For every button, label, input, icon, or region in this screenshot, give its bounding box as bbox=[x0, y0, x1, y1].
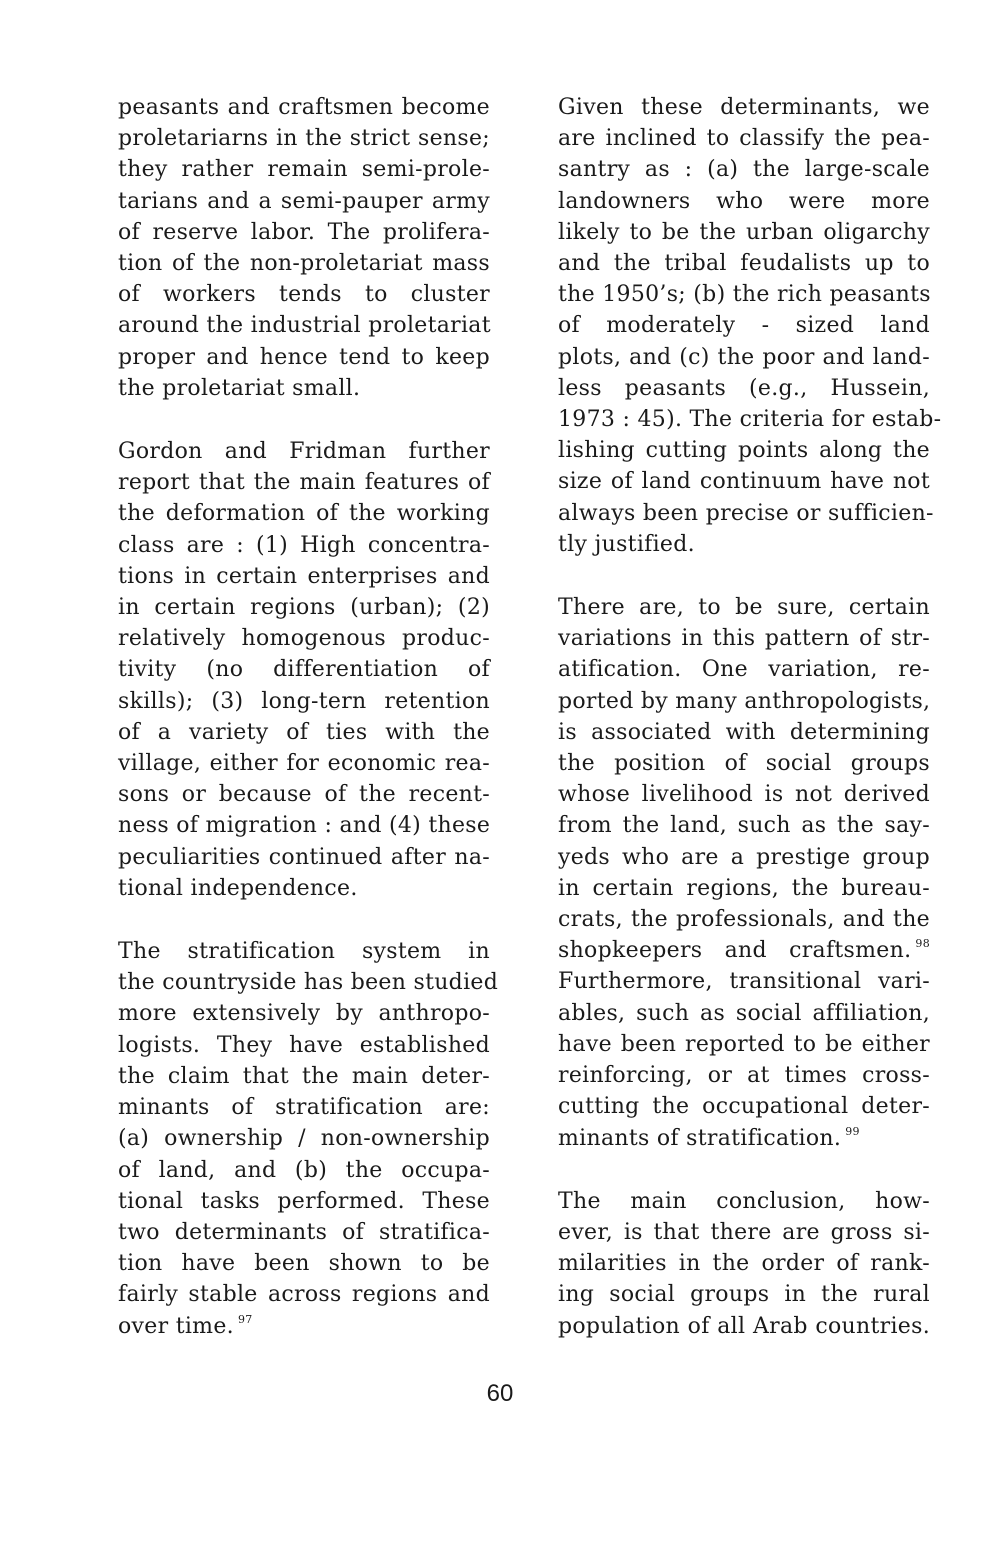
text-line: tly justified. bbox=[558, 531, 695, 557]
text-line: Furthermore, transitional vari- bbox=[558, 969, 930, 995]
text-line: class are : (1) High concentra- bbox=[118, 532, 490, 558]
page-number: 60 bbox=[486, 1380, 514, 1407]
text-line: in certain regions (urban); (2) bbox=[118, 595, 490, 621]
text-line: is associated with determining bbox=[558, 719, 930, 745]
text-fragment: over time. bbox=[118, 1313, 234, 1339]
text-line: peculiarities continued after na- bbox=[118, 844, 490, 870]
text-line: skills); (3) long-tern retention bbox=[118, 688, 490, 714]
text-line: milarities in the order of rank- bbox=[558, 1251, 930, 1277]
left-column bbox=[118, 92, 499, 1374]
paragraph-main-conclusion bbox=[558, 1186, 930, 1342]
text-line bbox=[558, 935, 930, 966]
text-line: around the industrial proletariat bbox=[118, 313, 491, 339]
text-line: from the land, such as the say- bbox=[558, 813, 930, 839]
text-line: The stratification system in bbox=[118, 939, 490, 965]
text-line: the proletariat small. bbox=[118, 375, 361, 401]
text-line: ness of migration : and (4) these bbox=[118, 813, 491, 839]
footnote-marker: 99 bbox=[845, 1124, 860, 1138]
text-line: and the tribal feudalists up to bbox=[558, 251, 930, 277]
text-line: minants of stratification are: bbox=[118, 1095, 490, 1121]
text-line: in certain regions, the bureau- bbox=[558, 875, 930, 901]
text-line: of land, and (b) the occupa- bbox=[118, 1157, 490, 1183]
text-line: There are, to be sure, certain bbox=[558, 595, 930, 621]
text-line: landowners who were more bbox=[558, 188, 930, 214]
text-fragment: shopkeepers and craftsmen. bbox=[558, 938, 912, 964]
text-line: cutting the occupational deter- bbox=[558, 1094, 930, 1120]
text-line: ported by many anthropologists, bbox=[558, 688, 931, 714]
text-line: plots, and (c) the poor and land- bbox=[558, 344, 930, 370]
text-line: the position of social groups bbox=[558, 751, 930, 777]
text-line: ing social groups in the rural bbox=[558, 1282, 930, 1308]
text-line bbox=[558, 1123, 930, 1154]
text-line: sons or because of the recent- bbox=[118, 782, 490, 808]
text-line: atification. One variation, re- bbox=[558, 657, 930, 683]
text-line: have been reported to be either bbox=[558, 1031, 930, 1057]
text-line: relatively homogenous produc- bbox=[118, 626, 490, 652]
text-line: tional tasks performed. These bbox=[118, 1188, 490, 1214]
text-line: Gordon and Fridman further bbox=[118, 439, 490, 465]
text-line: of reserve labor. The prolifera- bbox=[118, 219, 490, 245]
text-line: The main conclusion, how- bbox=[558, 1188, 930, 1214]
text-line: two determinants of stratifica- bbox=[118, 1219, 490, 1245]
text-line: report that the main features of bbox=[118, 470, 490, 496]
text-line: the claim that the main deter- bbox=[118, 1063, 490, 1089]
text-line: likely to be the urban oligarchy bbox=[558, 219, 930, 245]
text-line: logists. They have established bbox=[118, 1032, 490, 1058]
paragraph-gordon-fridman bbox=[118, 436, 490, 904]
text-line: lishing cutting points along the bbox=[558, 438, 930, 464]
text-line: proletariarns in the strict sense; bbox=[118, 126, 490, 152]
text-line: tion of the non-proletariat mass bbox=[118, 251, 490, 277]
text-line: tion have been shown to be bbox=[118, 1251, 490, 1277]
text-line: variations in this pattern of str- bbox=[558, 626, 930, 652]
text-line: the countryside has been studied bbox=[118, 970, 499, 996]
text-line: are inclined to classify the pea- bbox=[558, 126, 930, 152]
text-line: ables, such as social affiliation, bbox=[558, 1000, 930, 1026]
text-line: population of all Arab countries. bbox=[558, 1313, 930, 1339]
text-line: village, either for economic rea- bbox=[118, 751, 490, 777]
footnote-marker: 98 bbox=[915, 937, 930, 951]
footnote-marker: 97 bbox=[237, 1312, 253, 1326]
text-line: fairly stable across regions and bbox=[118, 1282, 490, 1308]
text-line: the 1950’s; (b) the rich peasants bbox=[558, 282, 931, 308]
text-line: size of land continuum have not bbox=[558, 469, 930, 495]
text-line: whose livelihood is not derived bbox=[558, 782, 930, 808]
text-line: Given these determinants, we bbox=[558, 95, 930, 120]
text-line bbox=[118, 1311, 490, 1342]
text-line: ever, is that there are gross si- bbox=[558, 1219, 930, 1245]
text-line: of moderately - sized land bbox=[558, 313, 930, 339]
text-line: tions in certain enterprises and bbox=[118, 563, 490, 589]
text-line: they rather remain semi-prole- bbox=[118, 157, 490, 183]
paragraph-stratification-system bbox=[118, 936, 499, 1342]
text-line: peasants and craftsmen become bbox=[118, 95, 490, 120]
text-line: tarians and a semi-pauper army bbox=[118, 188, 490, 214]
text-line: reinforcing, or at times cross- bbox=[558, 1063, 930, 1089]
text-line: santry as : (a) the large-scale bbox=[558, 157, 930, 183]
text-line: the deformation of the working bbox=[118, 501, 490, 527]
paragraph-variations bbox=[558, 592, 930, 1154]
paragraph-peasantry-classification bbox=[558, 92, 942, 560]
text-line: tional independence. bbox=[118, 875, 358, 901]
text-line: 1973 : 45). The criteria for estab- bbox=[558, 407, 942, 433]
text-line: more extensively by anthropo- bbox=[118, 1001, 490, 1027]
text-line: yeds who are a prestige group bbox=[558, 844, 930, 870]
text-line: (a) ownership / non-ownership bbox=[118, 1126, 490, 1152]
text-line: less peasants (e.g., Hussein, bbox=[558, 375, 930, 401]
text-line: of workers tends to cluster bbox=[118, 282, 490, 308]
text-line: proper and hence tend to keep bbox=[118, 344, 490, 370]
text-line: crats, the professionals, and the bbox=[558, 907, 930, 933]
text-line: of a variety of ties with the bbox=[118, 719, 490, 745]
text-line: always been precise or sufficien- bbox=[558, 500, 934, 526]
text-line: tivity (no differentiation of bbox=[118, 657, 490, 683]
text-fragment: minants of stratification. bbox=[558, 1125, 842, 1151]
paragraph-proletariat bbox=[118, 92, 490, 404]
right-column bbox=[558, 92, 942, 1374]
